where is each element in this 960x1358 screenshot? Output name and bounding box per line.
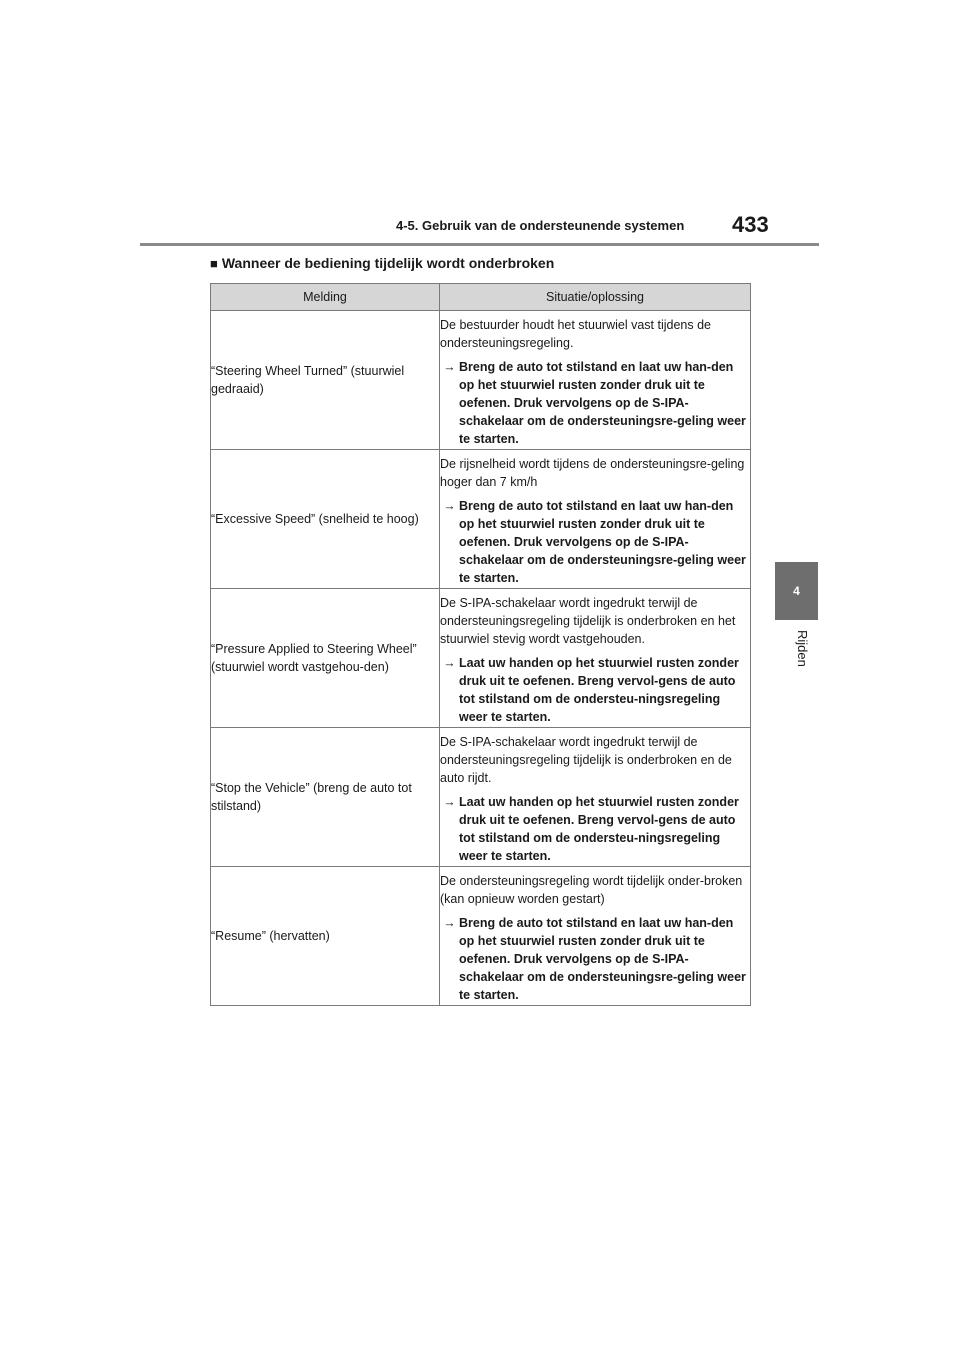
column-header-message: Melding xyxy=(211,284,440,311)
solution-action xyxy=(440,654,750,726)
section-heading-text: Wanneer de bediening tijdelijk wordt onderbroken xyxy=(221,255,555,271)
section-heading xyxy=(210,255,554,271)
situation-description: De rijsnelheid wordt tijdens de ondersteuningsre-geling hoger dan 7 km/h xyxy=(440,457,745,489)
message-cell: “Resume” (hervatten) xyxy=(211,867,440,1006)
situation-description: De bestuurder houdt het stuurwiel vast tijdens de ondersteuningsregeling. xyxy=(440,318,711,350)
arrow-right-icon: → xyxy=(443,656,456,670)
solution-text: Breng de auto tot stilstand en laat uw han-den op het stuurwiel rusten zonder druk uit te oefenen. Druk vervolgens op de S-IPA-schakelaar om de ondersteuningsre-geling weer te starten. xyxy=(459,360,746,446)
table-row xyxy=(211,450,751,589)
header-divider xyxy=(140,243,819,246)
column-header-situation: Situatie/oplossing xyxy=(440,284,751,311)
solution-text: Laat uw handen op het stuurwiel rusten zonder druk uit te oefenen. Breng vervol-gens de auto tot stilstand om de ondersteu-ningsregeling weer te starten. xyxy=(459,656,739,724)
solution-text: Breng de auto tot stilstand en laat uw han-den op het stuurwiel rusten zonder druk uit te oefenen. Druk vervolgens op de S-IPA-schakelaar om de ondersteuningsre-geling weer te starten. xyxy=(459,916,746,1002)
arrow-right-icon: → xyxy=(443,916,456,930)
situation-cell xyxy=(440,728,751,867)
chapter-tab xyxy=(775,562,818,620)
solution-text: Laat uw handen op het stuurwiel rusten zonder druk uit te oefenen. Breng vervol-gens de auto tot stilstand om de ondersteu-ningsregeling weer te starten. xyxy=(459,795,739,863)
arrow-right-icon: → xyxy=(443,795,456,809)
situation-description: De S-IPA-schakelaar wordt ingedrukt terwijl de ondersteuningsregeling tijdelijk is onderbroken en de auto rijdt. xyxy=(440,735,732,785)
solution-text: Breng de auto tot stilstand en laat uw han-den op het stuurwiel rusten zonder druk uit te oefenen. Druk vervolgens op de S-IPA-schakelaar om de ondersteuningsre-geling weer te starten. xyxy=(459,499,746,585)
arrow-right-icon: → xyxy=(443,499,456,513)
table-row xyxy=(211,867,751,1006)
situation-cell xyxy=(440,311,751,450)
message-cell: “Steering Wheel Turned” (stuurwiel gedraaid) xyxy=(211,311,440,450)
message-table xyxy=(210,283,751,1006)
table-row xyxy=(211,728,751,867)
arrow-right-icon: → xyxy=(443,360,456,374)
situation-cell xyxy=(440,589,751,728)
solution-action xyxy=(440,497,750,587)
message-cell: “Excessive Speed” (snelheid te hoog) xyxy=(211,450,440,589)
situation-description: De S-IPA-schakelaar wordt ingedrukt terwijl de ondersteuningsregeling tijdelijk is onderbroken en het stuurwiel stevig wordt vastgehouden. xyxy=(440,596,736,646)
message-cell: “Pressure Applied to Steering Wheel” (stuurwiel wordt vastgehou-den) xyxy=(211,589,440,728)
situation-cell xyxy=(440,450,751,589)
solution-action xyxy=(440,793,750,865)
situation-description: De ondersteuningsregeling wordt tijdelijk onder-broken (kan opnieuw worden gestart) xyxy=(440,874,743,906)
solution-action xyxy=(440,358,750,448)
table-header-row xyxy=(211,284,751,311)
message-cell: “Stop the Vehicle” (breng de auto tot stilstand) xyxy=(211,728,440,867)
square-bullet-icon: ■ xyxy=(210,256,218,271)
chapter-label: Rijden xyxy=(795,630,810,667)
solution-action xyxy=(440,914,750,1004)
table-row xyxy=(211,311,751,450)
situation-cell xyxy=(440,867,751,1006)
chapter-number: 4 xyxy=(793,584,800,598)
table-row xyxy=(211,589,751,728)
header-section-title: 4-5. Gebruik van de ondersteunende systemen xyxy=(396,218,685,233)
page-number: 433 xyxy=(732,212,769,237)
